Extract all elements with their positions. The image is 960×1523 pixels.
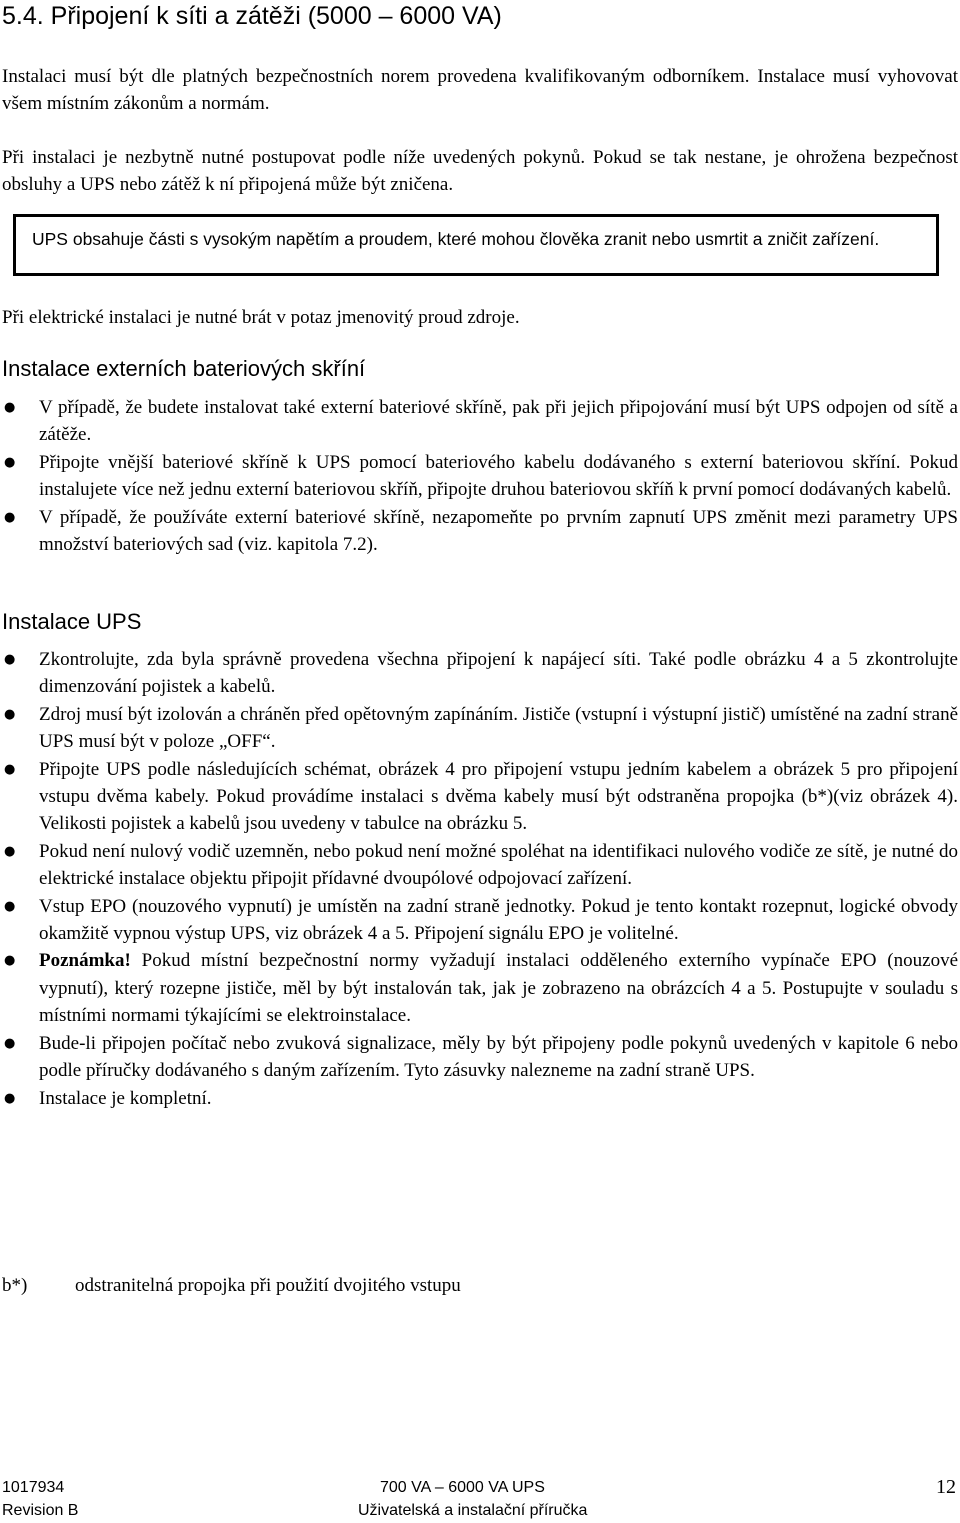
intro-paragraph-3: Při elektrické instalaci je nutné brát v potaz jmenovitý proud zdroje. xyxy=(2,307,520,328)
bullet-dot-icon: ● xyxy=(4,953,16,969)
list-item: ● Instalace je kompletní. xyxy=(0,1085,958,1112)
footer-page-number: 12 xyxy=(936,1476,956,1498)
bullet-dot-icon: ● xyxy=(4,706,16,722)
intro-paragraph-1: Instalaci musí být dle platných bezpečnostních norem provedena kvalifikovaným odborníkem. Instalace musí vyhovovat všem místním zákonům a normám. xyxy=(2,66,958,114)
footer-manual-title: Uživatelská a instalační příručka xyxy=(358,1502,588,1519)
bullet-dot-icon: ● xyxy=(4,1035,16,1051)
section-heading: 5.4. Připojení k síti a zátěži (5000 – 6000 VA) xyxy=(2,2,502,30)
battery-section-title: Instalace externích bateriových skříní xyxy=(2,356,366,381)
list-item: ● Pokud není nulový vodič uzemněn, nebo pokud není možné spoléhat na identifikaci nulového vodiče ze sítě, je nutné do elektrické instalace objektu připojit přídavné dvoupólové odpojovací zařízení. xyxy=(0,838,958,893)
note-label: Poznámka! xyxy=(39,950,131,972)
list-item: ● Zkontrolujte, zda byla správně provedena všechna připojení k napájecí síti. Také podle obrázku 4 a 5 zkontrolujte dimenzování pojistek a kabelů. xyxy=(0,646,958,701)
list-item: ● V případě, že budete instalovat také externí bateriové skříně, pak při jejich připojování musí být UPS odpojen od sítě a zátěže. xyxy=(0,394,958,449)
list-item: ● V případě, že používáte externí bateriové skříně, nezapomeňte po prvním zapnutí UPS změnit mezi parametry UPS množství bateriových sad (viz. kapitola 7.2). xyxy=(0,504,958,559)
footer-product: 700 VA – 6000 VA UPS xyxy=(380,1479,545,1496)
list-item: ● Připojte vnější bateriové skříně k UPS pomocí bateriového kabelu dodávaného s externí bateriovou skříní. Pokud instalujete více než jednu externí bateriovou skříň, připojte druhou bateriovou skříň k první pomocí dodávaných kabelů. xyxy=(0,449,958,504)
warning-box: UPS obsahuje části s vysokým napětím a proudem, které mohou člověka zranit nebo usmrtit a zničit zařízení. xyxy=(13,214,939,276)
ups-section-title: Instalace UPS xyxy=(2,609,142,634)
list-item: ● Zdroj musí být izolován a chráněn před opětovným zapínáním. Jističe (vstupní i výstupní jistič) umístěné na zadní straně UPS musí být v poloze „OFF“. xyxy=(0,701,958,756)
footnote-text: odstranitelná propojka při použití dvojitého vstupu xyxy=(75,1275,461,1296)
list-item: ● Připojte UPS podle následujících schémat, obrázek 4 pro připojení vstupu jedním kabelem a obrázek 5 pro připojení vstupu dvěma kabely. Pokud provádíme instalaci s dvěma kabely musí být odstraněna propojka (b*)(viz obrázek 4). Velikosti pojistek a kabelů jsou uvedeny v tabulce na obrázku 5. xyxy=(0,756,958,838)
list-item: ● Vstup EPO (nouzového vypnutí) je umístěn na zadní straně jednotky. Pokud je tento kontakt rozepnut, logické obvody okamžitě vypnou výstup UPS, viz obrázek 4 a 5. Připojení signálu EPO je volitelné. xyxy=(0,893,958,948)
intro-paragraph-2: Při instalaci je nezbytně nutné postupovat podle níže uvedených pokynů. Pokud se tak nestane, je ohrožena bezpečnost obsluhy a UPS nebo zátěž k ní připojená může být zničena. xyxy=(2,147,958,195)
footer-revision: Revision B xyxy=(2,1502,79,1519)
bullet-dot-icon: ● xyxy=(4,843,16,859)
footnote-ref: b*) xyxy=(2,1275,28,1296)
bullet-dot-icon: ● xyxy=(4,509,16,525)
ups-instructions-list xyxy=(0,646,958,1112)
list-item: ● Poznámka! Pokud místní bezpečnostní normy vyžadují instalaci odděleného externího vypínače EPO (nouzové vypnutí), který rozepne jističe, měl by být instalován tak, jak je zobrazeno na obrázcích 4 a 5. Postupujte v souladu s místními normami týkajícími se elektroinstalace. xyxy=(0,947,958,1029)
bullet-dot-icon: ● xyxy=(4,454,16,470)
bullet-dot-icon: ● xyxy=(4,652,16,667)
battery-instructions-list xyxy=(0,394,958,558)
bullet-dot-icon: ● xyxy=(4,400,16,415)
footer-doc-number: 1017934 xyxy=(2,1479,65,1496)
bullet-dot-icon: ● xyxy=(4,1090,16,1106)
bullet-dot-icon: ● xyxy=(4,898,16,914)
bullet-dot-icon: ● xyxy=(4,761,16,777)
list-item: ● Bude-li připojen počítač nebo zvuková signalizace, měly by být připojeny podle pokynů uvedených v kapitole 6 nebo podle příručky dodávaného s daným zařízením. Tyto zásuvky nalezneme na zadní straně UPS. xyxy=(0,1030,958,1085)
